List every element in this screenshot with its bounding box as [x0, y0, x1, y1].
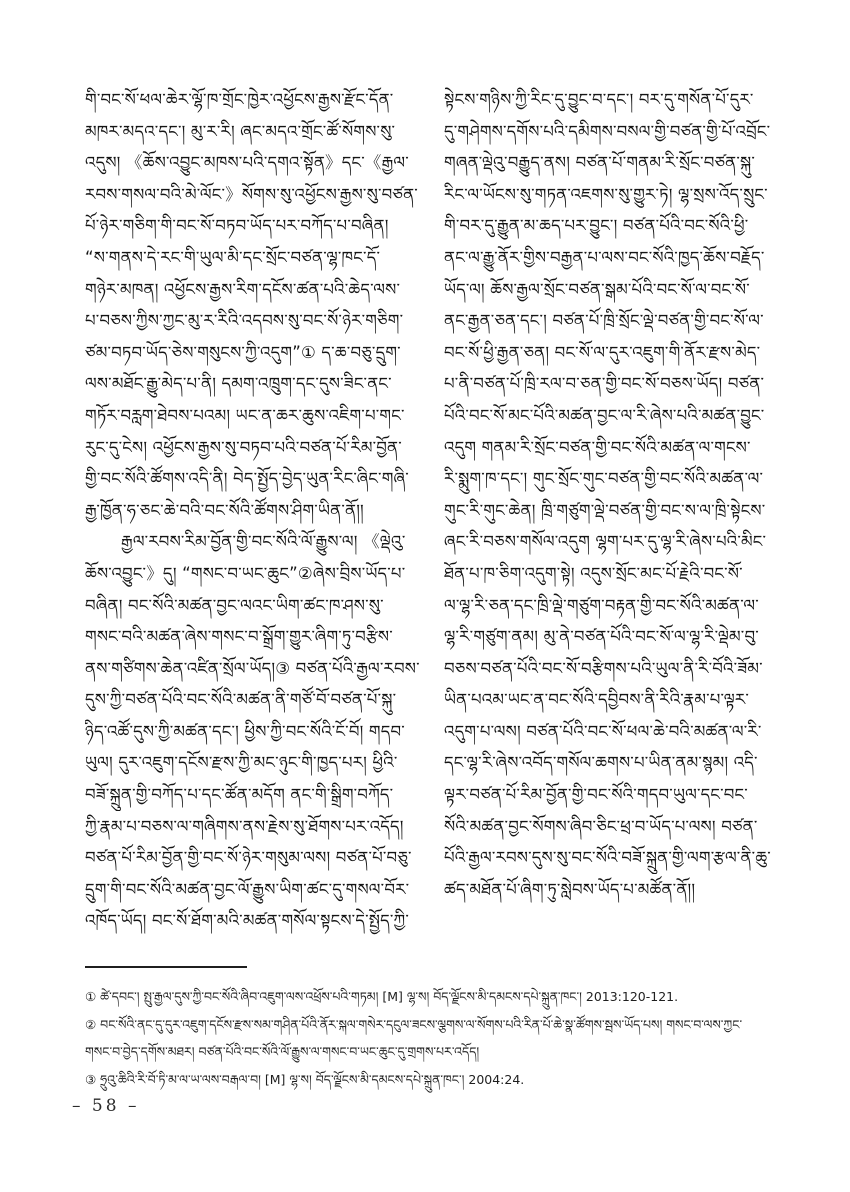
text-line: དང་ལྷ་རི་ཞེས་འབོད་གསོལ་ཆགས་པ་ཡིན་ནམ་སྙམ། འདི་	[444, 753, 758, 773]
text-line: རིང་ལ་ཡོངས་སུ་གཏན་འཇགས་སུ་གྱུར་ཏེ། ལྷ་སྲས་འོད་སྲུང་	[444, 184, 768, 204]
footnote-line: ③ ཧྲུའུ་ཆིའི་རི་བོ་ཏི་མ་ལ་ཡ་ལས་བརྒལ་བ། [M] ལྷ་ས། བོད་ལྗོངས་མི་དམངས་དཔེ་སྐྲུན་ཁང་། 2004:24.	[85, 1071, 525, 1087]
text-line: པོའི་བང་སོ་མང་པོའི་མཚན་བྱང་ལ་རི་ཞེས་པའི་མཚན་བྱུང་	[444, 405, 765, 425]
left-text-column	[85, 84, 437, 937]
text-line: དུས་ཀྱི་བཙན་པོའི་བང་སོའི་མཚན་ནི་གཙོ་བོ་བཙན་པོ་སྐུ་	[85, 690, 397, 710]
text-line: རབས་གསལ་བའི་མེ་ལོང་》སོགས་སུ་འཕྱོངས་རྒྱས་སུ་བཙན་	[85, 184, 418, 204]
text-line: ལྷ་རི་གཙུག་ནམ། མུ་ནེ་བཙན་པོའི་བང་སོ་ལ་ལྷ་རི་ལྡེམ་བུ་	[444, 627, 759, 647]
text-line: དྲུག་གི་བང་སོའི་མཚན་བྱང་ལོ་རྒྱུས་ཡིག་ཚང་དུ་གསལ་བོར་	[85, 879, 410, 899]
text-line: ནང་ལ་རྒྱུ་ནོར་གྱིས་བརྒྱན་པ་ལས་བང་སོའི་ཁྱད་ཆོས་བརྗོད་	[444, 247, 765, 267]
text-line: སོའི་མཚན་བྱང་སོགས་ཞིབ་ཅིང་ཕྲ་བ་ཡོད་པ་ལས། བཙན་	[444, 816, 758, 836]
footnote-line: ② བང་སོའི་ནང་དུ་དུར་འཇུག་དངོས་རྫས་སམ་གཤིན་པོའི་ནོར་སྐལ་གསེར་དངུལ་ཟངས་ལྕགས་ལ་སོགས་པའི་རིན་པོ་ཆེ་སྣ་ཚོགས་སྦས་ཡོད་པས། གསང་བ་ལས་ཀྱང་	[85, 1016, 743, 1032]
text-line: འདུག་པ་ལས། བཙན་པོའི་བང་སོ་ཕལ་ཆེ་བའི་མཚན་ལ་རི་	[444, 721, 762, 741]
page-number: – 58 –	[72, 1096, 140, 1116]
text-line: གསང་བའི་མཚན་ཞེས་གསང་བ་སྒྲོག་གྱུར་ཞིག་ཏུ་བརྩིས་	[85, 627, 393, 647]
text-line: ནང་རྒྱན་ཅན་དང་། བཙན་པོ་ཁྲི་སྲོང་ལྡེ་བཙན་གྱི་བང་སོ་ལ་	[444, 311, 764, 331]
text-line: ཙམ་བཏབ་ཡོད་ཅེས་གསུངས་ཀྱི་འདུག”① ད་ཆ་བཅུ་དྲུག་	[85, 342, 401, 362]
footnotes-section	[85, 966, 807, 1093]
text-line: ལས་མཐོང་རྒྱུ་མེད་པ་ནི། དམག་འཁྲུག་དང་དུས་ཟིང་ནང་	[85, 374, 392, 394]
text-line: ཚད་མཐོན་པོ་ཞིག་ཏུ་སླེབས་ཡོད་པ་མཚོན་ནོ།།	[444, 879, 696, 899]
text-line: རྒྱ་ཁྱོན་ཧ་ཅང་ཆེ་བའི་བང་སོའི་ཚོགས་ཤིག་ཡིན་ནོ།།	[85, 500, 364, 520]
text-line: གཉེར་མཁན། འཕྱོངས་རྒྱས་རིག་དངོས་ཚན་པའི་ཆེད་ལས་	[85, 279, 401, 299]
text-line: པ་ནི་བཙན་པོ་ཁྲི་རལ་བ་ཅན་གྱི་བང་སོ་བཅས་ཡོད། བཙན་	[444, 374, 765, 394]
text-line: གུང་རི་གུང་ཆེན། ཁྲི་གཙུག་ལྡེ་བཙན་གྱི་བང་ས་ལ་ཁྲི་སྟེངས་	[444, 500, 766, 520]
right-text-column	[444, 84, 806, 905]
text-line: དུ་གཤེགས་དགོས་པའི་དམིགས་བསལ་གྱི་བཙན་གྱི་པོ་འབྲོང་	[444, 121, 771, 141]
footnote-line: གསང་བ་བྱེད་དགོས་མཐར། བཙན་པོའི་བང་སོའི་ལོ་རྒྱུས་ལ་གསང་བ་ཡང་ཆུང་དུ་གྲགས་པར་འདོད།	[85, 1044, 480, 1059]
text-line: གྱི་བང་སོའི་ཚོགས་འདི་ནི། བེད་སྤྱོད་བྱེད་ཡུན་རིང་ཞིང་གཞི་	[85, 469, 409, 489]
text-line: “ས་གནས་དེ་རང་གི་ཡུལ་མི་དང་སྲོང་བཙན་ལྷ་ཁང་དོ་	[85, 247, 381, 267]
text-line: ཉིད་འཚོ་དུས་ཀྱི་མཚན་དང་། ཕྱིས་ཀྱི་བང་སོའི་ངོ་བོ། གདབ་	[85, 721, 405, 741]
text-line: ཞང་རི་བཅས་གསོལ་འདུག ལྷག་པར་དུ་ལྷ་རི་ཞེས་པའི་མིང་	[444, 532, 767, 552]
text-line: ཐོན་པ་ཁ་ཅིག་འདུག་སྟེ། འདུས་སྲོང་མང་པོ་རྗེའི་བང་སོ་	[444, 563, 743, 583]
text-line: གི་བར་དུ་རྒྱུན་མ་ཆད་པར་བྱུང་། བཙན་པོའི་བང་སོའི་ཕྱི་	[444, 216, 749, 236]
text-line: ལྟར་བཙན་པོ་རིམ་བྱོན་གྱི་བང་སོའི་གདབ་ཡུལ་དང་བང་	[444, 785, 748, 805]
text-line: རུང་དུ་ངེས། འཕྱོངས་རྒྱས་སུ་བཏབ་པའི་བཙན་པོ་རིམ་བྱོན་	[85, 437, 402, 457]
text-line: ཆོས་འབྱུང་》དུ། “གསང་བ་ཡང་ཆུང”②ཞེས་བྲིས་ཡོད་པ་	[85, 563, 406, 583]
text-line: རྒྱལ་རབས་རིམ་བྱོན་གྱི་བང་སོའི་ལོ་རྒྱུས་ལ། 《ལྡེའུ་	[121, 532, 406, 552]
text-line: སྟེངས་གཉིས་ཀྱི་རིང་དུ་བྱུང་བ་དང་། བར་དུ་གསོན་པོ་དུར་	[444, 90, 754, 109]
footnote-separator-rule	[85, 966, 247, 968]
text-line: བཞིན། བང་སོའི་མཚན་བྱང་ལའང་ཡིག་ཚང་ཁ་ཤས་སུ་	[85, 595, 384, 615]
text-line: བཙན་པོ་རིམ་བྱོན་གྱི་བང་སོ་ཉེར་གསུམ་ལས། བཙན་པོ་བཅུ་	[85, 848, 412, 868]
text-line: ཡུལ། དུར་འཇུག་དངོས་རྫས་ཀྱི་མང་ཉུང་གི་ཁྱད་པར། ཕྱིའི་	[85, 753, 398, 773]
text-line: གཏོར་བརླག་ཐེབས་པའམ། ཡང་ན་ཆར་ཆུས་འཇིག་པ་གང་	[85, 405, 405, 425]
text-line: བཅས་བཙན་པོའི་བང་སོ་བརྩིགས་པའི་ཡུལ་ནི་རི་བོའི་ཟོམ་	[444, 658, 763, 678]
text-line: ཡིན་པའམ་ཡང་ན་བང་སོའི་དབྱིབས་ནི་རིའི་རྣམ་པ་ལྟར་	[444, 690, 750, 710]
text-line: འདུས། 《ཆོས་འབྱུང་མཁས་པའི་དགའ་སྟོན》དང་《རྒྱལ་	[85, 153, 409, 173]
text-line: པ་བཅས་ཀྱིས་ཀྱང་མུ་ར་རིའི་འདབས་སུ་བང་སོ་ཉེར་གཅིག་	[85, 311, 404, 331]
text-line: ལ་ལྷ་རི་ཅན་དང་ཁྲི་ལྡེ་གཙུག་བརྟན་གྱི་བང་སོའི་མཚན་ལ་	[444, 595, 759, 615]
text-line: གཞན་ལྡེའུ་བརྒྱུད་ནས། བཙན་པོ་གནམ་རི་སྲོང་བཙན་སྐུ་	[444, 153, 756, 173]
text-line: མཁར་མདའ་དང་། མུ་ར་རི། ཞང་མདའ་གྲོང་ཚོ་སོགས་སུ་	[85, 121, 396, 141]
text-line: འདུག གནམ་རི་སྲོང་བཙན་གྱི་བང་སོའི་མཚན་ལ་གངས་	[444, 437, 751, 457]
text-line: ཀྱི་རྣམ་པ་བཅས་ལ་གཞིགས་ནས་རྗེས་སུ་ཐོགས་པར་འདོད།	[85, 816, 404, 836]
text-line: ཡོད་ལ། ཆོས་རྒྱལ་སྲོང་བཙན་སྒམ་པོའི་བང་སོ་ལ་བང་སོ་	[444, 279, 750, 299]
text-line: གི་བང་སོ་ཕལ་ཆེར་ལྷོ་ཁ་གྲོང་ཁྱེར་འཕྱོངས་རྒྱས་རྫོང་དོན་	[85, 90, 394, 109]
text-line: རི་སྨུག་ཁ་དང་། གུང་སྲོང་གུང་བཙན་གྱི་བང་སོའི་མཚན་ལ་	[444, 469, 764, 489]
footnote-line: ① ཚེ་དབང་། སྤུ་རྒྱལ་དུས་ཀྱི་བང་སོའི་ཞིབ་འཇུག་ལས་འཕྲོས་པའི་གཏམ། [M] ལྷ་ས། བོད་ལྗོངས་མི་དམངས་དཔེ་སྐྲུན་ཁང་། 2013:120-121.	[85, 989, 679, 1004]
text-line: བང་སོ་ཕྱི་རྒྱན་ཅན། བང་སོ་ལ་དུར་འཇུག་གི་ནོར་རྫས་མེད་	[444, 342, 761, 362]
text-line: བཟོ་སྐྲུན་གྱི་བཀོད་པ་དང་ཚོན་མདོག ནང་གི་སྒྲིག་བཀོད་	[85, 785, 394, 805]
text-line: པོ་ཉེར་གཅིག་གི་བང་སོ་བཏབ་ཡོད་པར་བཀོད་པ་བཞིན།	[85, 216, 389, 236]
text-line: འཁོད་ཡོད། བང་སོ་ཐོག་མའི་མཚན་གསོལ་སྟངས་དེ་སྤྱོད་ཀྱི་	[85, 911, 410, 931]
text-line: པོའི་རྒྱལ་རབས་དུས་སུ་བང་སོའི་བཟོ་སྐྲུན་གྱི་ལག་རྩལ་ནི་ཆུ་	[444, 848, 771, 868]
text-line: ནས་གཙིགས་ཆེན་འཛིན་སྲོལ་ཡོད།③ བཙན་པོའི་རྒྱལ་རབས་	[85, 658, 420, 678]
footnote-lines	[85, 983, 807, 1093]
